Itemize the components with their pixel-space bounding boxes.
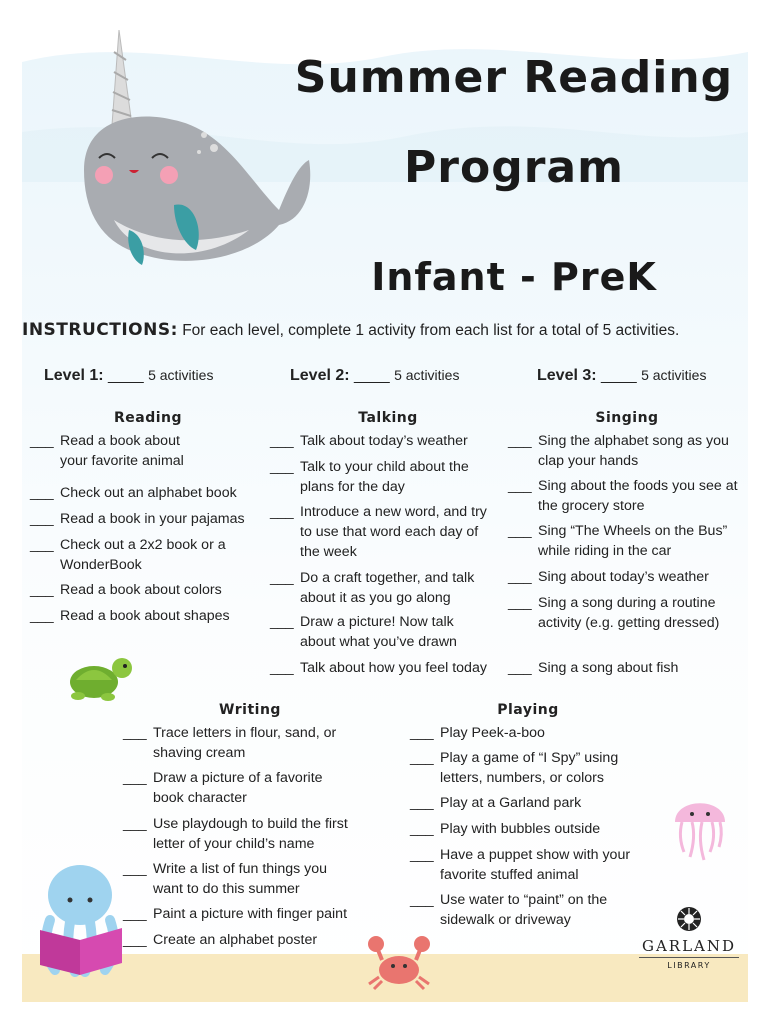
- reading-item: ___ Check out a 2x2 book or a WonderBook: [30, 537, 226, 573]
- wreath-icon: [676, 906, 702, 932]
- level-2-count: 5 activities: [394, 367, 460, 383]
- logo-sub: LIBRARY: [667, 961, 711, 970]
- singing-item: ___ Sing a song about fish: [508, 660, 679, 676]
- singing-item: ___ Sing the alphabet song as you clap your hands: [508, 433, 729, 469]
- talking-item: ___ Talk about today’s weather: [270, 433, 468, 449]
- level-3-label: Level 3:: [537, 367, 597, 384]
- narwhal-icon: [74, 30, 314, 280]
- reading-heading: Reading: [113, 410, 183, 426]
- playing-item: ___ Use water to “paint” on the sidewalk or driveway: [410, 892, 608, 928]
- reading-item: ___ Read a book about shapes: [30, 608, 230, 624]
- singing-item: ___ Sing about the foods you see at the grocery store: [508, 478, 738, 514]
- level-1-blank: ____: [108, 367, 144, 384]
- singing-heading: Singing: [595, 410, 659, 426]
- level-3: [537, 367, 706, 385]
- title-line-3: Infant - PreK: [371, 255, 657, 299]
- playing-item: ___ Play with bubbles outside: [410, 821, 601, 837]
- singing-item: ___ Sing about today’s weather: [508, 569, 709, 585]
- level-1-label: Level 1:: [44, 367, 104, 384]
- talking-item: ___ Draw a picture! Now talk about what you’ve drawn: [270, 614, 457, 650]
- playing-heading: Playing: [497, 702, 559, 718]
- writing-item: ___ Trace letters in flour, sand, or shaving cream: [123, 725, 337, 761]
- octopus-icon: [30, 860, 140, 980]
- writing-item: ___ Write a list of fun things you want to do this summer: [123, 861, 328, 897]
- reading-item: ___ Check out an alphabet book: [30, 485, 237, 501]
- singing-item: ___ Sing “The Wheels on the Bus” while riding in the car: [508, 523, 728, 559]
- flyer-page: [22, 22, 748, 1002]
- instructions: [22, 320, 679, 340]
- writing-item: ___ Paint a picture with finger paint: [123, 906, 348, 922]
- level-3-count: 5 activities: [641, 367, 707, 383]
- talking-item: ___ Do a craft together, and talk about it as you go along: [270, 570, 475, 606]
- reading-item: ___ Read a book in your pajamas: [30, 511, 245, 527]
- level-2-label: Level 2:: [290, 367, 350, 384]
- playing-item: ___ Play Peek-a-boo: [410, 725, 545, 741]
- singing-item: ___ Sing a song during a routine activity (e.g. getting dressed): [508, 595, 720, 631]
- level-2: [290, 367, 459, 385]
- logo-name: GARLAND: [639, 937, 739, 958]
- playing-item: ___ Have a puppet show with your favorite stuffed animal: [410, 847, 631, 883]
- writing-item: ___ Use playdough to build the first letter of your child’s name: [123, 816, 348, 852]
- jellyfish-icon: [670, 792, 730, 867]
- level-1-count: 5 activities: [148, 367, 214, 383]
- talking-item: ___ Talk about how you feel today: [270, 660, 487, 676]
- talking-item: ___ Introduce a new word, and try to use that word each day of the week: [270, 504, 487, 560]
- turtle-icon: [64, 650, 134, 706]
- title-line-1: Summer Reading: [294, 52, 734, 103]
- reading-item: ___ Read a book about colors: [30, 582, 222, 598]
- writing-item: ___ Draw a picture of a favorite book character: [123, 770, 323, 806]
- writing-heading: Writing: [219, 702, 281, 718]
- reading-item: ___ Read a book about your favorite animal: [30, 433, 184, 469]
- title-line-2: Program: [404, 142, 624, 193]
- garland-library-logo: [639, 906, 739, 970]
- instructions-label: INSTRUCTIONS:: [22, 320, 178, 340]
- playing-item: ___ Play at a Garland park: [410, 795, 582, 811]
- level-3-blank: ____: [601, 367, 637, 384]
- writing-item: ___ Create an alphabet poster: [123, 932, 318, 948]
- talking-item: ___ Talk to your child about the plans for the day: [270, 459, 469, 495]
- level-2-blank: ____: [354, 367, 390, 384]
- level-1: [44, 367, 213, 385]
- instructions-text: For each level, complete 1 activity from each list for a total of 5 activities.: [182, 322, 680, 339]
- playing-item: ___ Play a game of “I Spy” using letters, numbers, or colors: [410, 750, 619, 786]
- talking-heading: Talking: [358, 410, 418, 426]
- crab-icon: [364, 932, 434, 992]
